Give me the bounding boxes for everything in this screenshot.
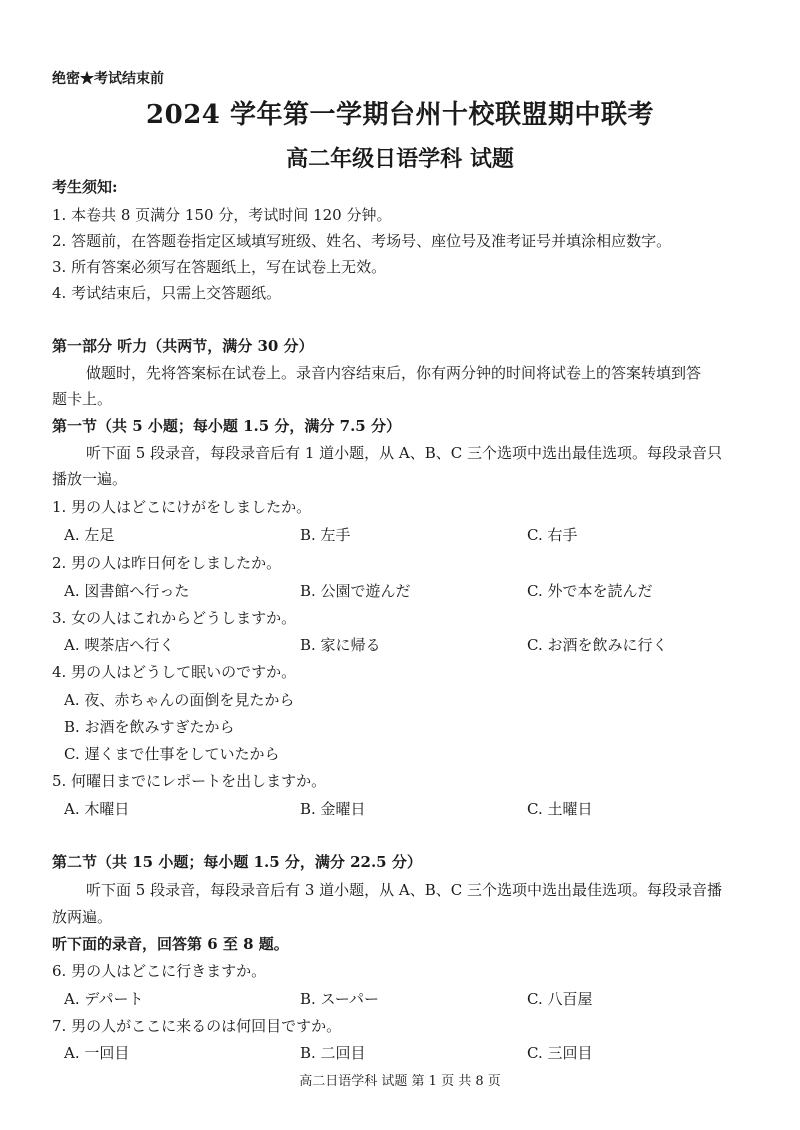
- q3-option-c: C. お酒を飲みに行く: [527, 636, 668, 654]
- q3-option-a: A. 喫茶店へ行く: [64, 636, 175, 654]
- section1-heading: 第一节（共 5 小题；每小题 1.5 分，满分 7.5 分）: [52, 417, 401, 435]
- section1-intro-cont: 播放一遍。: [52, 470, 128, 488]
- q2-option-c: C. 外で本を読んだ: [527, 582, 653, 600]
- question-6: 6. 男の人はどこに行きますか。: [52, 962, 267, 980]
- part1-intro-cont: 题卡上。: [52, 390, 113, 408]
- q2-option-b: B. 公園で遊んだ: [300, 582, 411, 600]
- q6-option-c: C. 八百屋: [527, 990, 593, 1008]
- question-5: 5. 何曜日までにレポートを出しますか。: [52, 772, 327, 790]
- q1-option-b: B. 左手: [300, 526, 351, 544]
- q5-option-a: A. 木曜日: [64, 800, 130, 818]
- section2-heading: 第二节（共 15 小题；每小题 1.5 分，满分 22.5 分）: [52, 853, 422, 871]
- q3-option-b: B. 家に帰る: [300, 636, 381, 654]
- q7-option-a: A. 一回目: [64, 1044, 130, 1062]
- question-3: 3. 女の人はこれからどうしますか。: [52, 609, 297, 627]
- q2-option-a: A. 図書館へ行った: [64, 582, 190, 600]
- section2-intro-cont: 放两遍。: [52, 908, 113, 926]
- q4-option-c: C. 遅くまで仕事をしていたから: [64, 745, 280, 763]
- q1-option-a: A. 左足: [64, 526, 115, 544]
- q7-option-c: C. 三回目: [527, 1044, 593, 1062]
- q6-option-b: B. スーパー: [300, 990, 380, 1008]
- q4-option-a: A. 夜、赤ちゃんの面倒を見たから: [64, 691, 295, 709]
- confidential-label: 绝密★考试结束前: [52, 71, 164, 87]
- section1-intro: 听下面 5 段录音，每段录音后有 1 道小题，从 A、B、C 三个选项中选出最佳选项。每段录音只: [86, 444, 723, 462]
- notice-item: 1. 本卷共 8 页满分 150 分，考试时间 120 分钟。: [52, 206, 392, 224]
- exam-subtitle: 高二年级日语学科 试题: [286, 146, 514, 172]
- question-4: 4. 男の人はどうして眠いのですか。: [52, 663, 297, 681]
- question-1: 1. 男の人はどこにけがをしましたか。: [52, 498, 312, 516]
- page-footer: 高二日语学科 试题 第 1 页 共 8 页: [299, 1074, 501, 1089]
- question-7: 7. 男の人がここに来るのは何回目ですか。: [52, 1017, 342, 1035]
- q7-option-b: B. 二回目: [300, 1044, 366, 1062]
- q6-option-a: A. デパート: [64, 990, 144, 1008]
- q4-option-b: B. お酒を飲みすぎたから: [64, 718, 235, 736]
- question-2: 2. 男の人は昨日何をしましたか。: [52, 554, 282, 572]
- notice-item: 3. 所有答案必须写在答题纸上，写在试卷上无效。: [52, 258, 387, 276]
- part1-heading: 第一部分 听力（共两节，满分 30 分）: [52, 337, 314, 355]
- q1-option-c: C. 右手: [527, 526, 578, 544]
- notice-item: 2. 答题前，在答题卷指定区域填写班级、姓名、考场号、座位号及准考证号并填涂相应数字。: [52, 232, 672, 250]
- q5-option-b: B. 金曜日: [300, 800, 366, 818]
- notice-item: 4. 考试结束后，只需上交答题纸。: [52, 284, 282, 302]
- part1-intro: 做题时，先将答案标在试卷上。录音内容结束后，你有两分钟的时间将试卷上的答案转填到答: [86, 364, 702, 382]
- section2-intro: 听下面 5 段录音，每段录音后有 3 道小题，从 A、B、C 三个选项中选出最佳选项。每段录音播: [86, 881, 723, 899]
- group-heading: 听下面的录音，回答第 6 至 8 题。: [52, 935, 289, 953]
- q5-option-c: C. 土曜日: [527, 800, 593, 818]
- exam-title: 2024 学年第一学期台州十校联盟期中联考: [146, 100, 654, 130]
- notice-heading: 考生须知:: [52, 178, 118, 196]
